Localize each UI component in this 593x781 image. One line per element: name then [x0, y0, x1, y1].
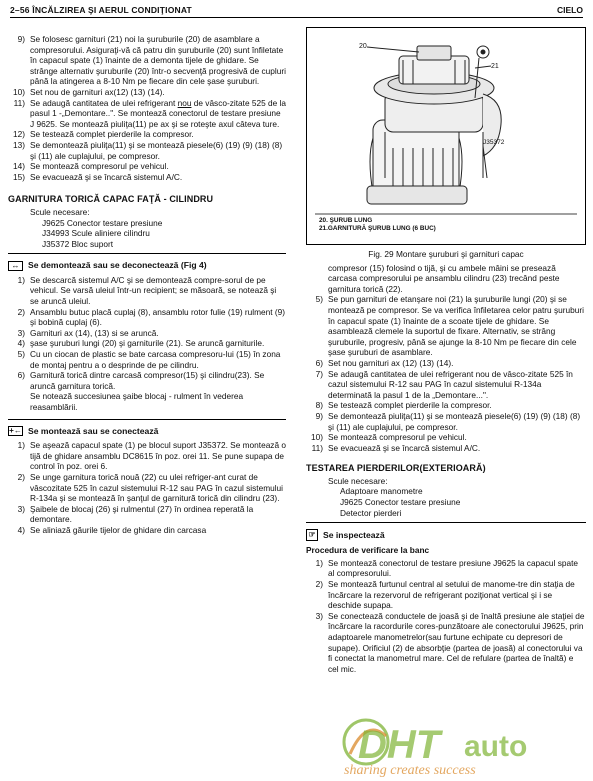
tools-label: Scule necesare: — [328, 475, 388, 486]
tools-label: Scule necesare: — [30, 206, 90, 217]
list-item: 1) Se descarcă sistemul A/C şi se demontează compre-sorul de pe vehicul. Se varsă uleiul într-un recipient; se măsoară, se notează şi se aruncă uleiul. — [17, 274, 277, 307]
list-item: 4) şase şuruburi lungi (20) şi garniturile (21). Se aruncă garniturile. — [17, 338, 265, 349]
callout-20: 20 — [359, 43, 367, 50]
list-item: 10) Se montează compresorul pe vehicul. — [311, 432, 467, 443]
list-item: 7) Se adaugă cantitatea de ulei refrigerant nou de vâsco-zitate 525 în cazul sistemului R-12 sau PAG în cazul sistemului R-134a determinată la pasul 1 de la „Demontare...". — [315, 368, 573, 400]
figure-29 — [306, 27, 586, 245]
right-column — [306, 27, 586, 674]
subsection-remove — [8, 260, 286, 271]
divider — [8, 419, 286, 420]
note-text: Se notează succesiunea şaibe blocaj - rulment în vederea reasamblării. — [30, 391, 244, 412]
tool-item: J9625 Conector testare presiune — [42, 217, 163, 228]
list-item: 1) Se aşează capacul spate (1) pe blocul suport J35372. Se montează o tijă de ghidare ansamblu DC8615 în poz. orei 11. Se pune supapa de control în poz. orei 6. — [17, 440, 286, 472]
divider — [306, 522, 586, 523]
tool-item: J35372 Bloc suport — [42, 238, 114, 249]
compressor-illustration — [307, 28, 585, 244]
procedure-title: Procedura de verificare la banc — [306, 545, 430, 556]
figure-id: J35372 — [483, 139, 505, 146]
subsection-title: Se montează sau se conectează — [28, 425, 159, 436]
figure-caption: Fig. 29 Montare şuruburi şi garnituri capac — [368, 249, 524, 259]
list-item: 10) Set nou de garnituri ax(12) (13) (14). — [13, 86, 165, 97]
list-item: 15) Se evacuează şi se încarcă sistemul A/C. — [13, 171, 183, 182]
remove-arrows-icon: ↔ — [8, 261, 23, 271]
section-title-leak: TESTAREA PIERDERILOR(EXTERIOARĂ) — [306, 463, 486, 474]
divider — [8, 253, 286, 254]
list-item: 9) Se folosesc garnituri (21) noi la şuruburile (20) de asamblare a compresorului. Asiguraţi-vă că patru din şuruburile (20) sunt înfiletate în capacul spate (1) înainte de a demonta tijele de ghidare. Se strânge alternativ şuruburile (20) într-o secvenţă progresivă de cupluri până la atingerea a 8-10 Nm pe fiecare din cele şase şuruburi. — [17, 34, 286, 87]
install-arrows-icon: +← — [9, 425, 22, 435]
tool-item: J34993 Scule aliniere cilindru — [42, 228, 150, 239]
list-item: 14) Se montează compresorul pe vehicul. — [13, 161, 169, 172]
watermark-logo — [322, 712, 590, 778]
list-item: 9) Se demontează piuliţa(11) şi se montează piesele(6) (19) (9) (18) (8) şi (11) ale cuplajului, pe compresor. — [315, 410, 581, 432]
header-model: CIELO — [557, 5, 583, 15]
legend-line: 21.GARNITURĂ ŞURUB LUNG (6 BUC) — [319, 225, 436, 232]
list-item: 5) Se pun garnituri de etanşare noi (21) la şuruburile lungi (20) şi se montează pe compresor. Se va verifica înfiletarea celor patru şuruburi în capacul spate (1) înainte de a scoate tijele de ghidare. Se asamblează clemele la suportul de fixare. Alternativ, se strâng şuruburile, progresiv, până se ajunge la 8-10 Nm pe fiecare din cele şase şuruburi de asamblare. — [315, 294, 584, 358]
list-item: 3) Se conectează conductele de joasă şi de înaltă presiune ale staţiei de încărcare la racordurile cores-punzătoare ale conectorului J9625, prin adaptoarele manometrelor(sau furtune echipate cu depresori de supape). Orificiul (2) de absorbţie (partea de joasă) al conectorului va fi conectat la manometrul mare. Cel de refulare (partea de înaltă) e cel mic. — [315, 610, 585, 674]
list-item: 1) Se montează conectorul de testare presiune J9625 la capacul spate al compresorului. — [315, 557, 578, 579]
subsection-title: Se inspectează — [323, 529, 385, 540]
page-header — [10, 4, 583, 18]
list-item: 5) Cu un ciocan de plastic se bate carcasa compresoru-lui (15) în zona de montaj pentru a o desprinde de pe cilindru. — [17, 349, 281, 370]
list-item: 6) Garnitură torică dintre carcasă compresor(15) şi cilindru(23). Se aruncă garnitura torică. — [17, 370, 265, 391]
list-item: 2) Se montează furtunul central al setului de manome-tre din staţia de încărcare la rezervorul de refrigerant poziţionat vertical şi i se deschide supapa. — [315, 579, 575, 611]
list-item: 6) Set nou garnituri ax (12) (13) (14). — [315, 357, 454, 368]
list-item: 12) Se testează complet pierderile la compresor. — [13, 129, 194, 140]
subsection-inspect — [306, 529, 586, 541]
logo-tagline: sharing creates success — [344, 763, 476, 778]
continued-text: compresor (15) folosind o tijă, şi cu ambele mâini se presează carcasa compresorului pe ansamblu cilindru (23) trecând peste garnitura torică (22). — [328, 262, 560, 294]
list-item: 2) Se unge garnitura torică nouă (22) cu ulei refriger-ant curat de vâscozitate 525 în cazul sistemului R-12 sau PAG în cazul sistemului R-134a şi se montează în şanţul de garnitură torică din cilindru (23). — [17, 471, 284, 504]
list-item: 8) Se testează complet pierderile la compresor. — [315, 400, 492, 411]
left-column — [8, 34, 286, 536]
logo-text-auto: auto — [464, 730, 528, 763]
list-item: 11) Se evacuează şi se încarcă sistemul A/C. — [311, 442, 481, 453]
list-item: 3) Şaibele de blocaj (26) şi rulmentul (27) în ordinea reperată la demontare. — [17, 503, 254, 525]
list-item: 11) Se adaugă cantitatea de ulei refrigerant nou de vâsco-zitate 525 de la pasul 1 -„Demontare..". Se montează conectorul de testare presiune J 9625. Se montează piuliţa(11) pe ax şi se roteşte axul câteva ture. — [13, 97, 287, 129]
section-title-oring: GARNITURA TORICĂ CAPAC FAŢĂ - CILINDRU — [8, 194, 214, 205]
tool-item: Adaptoare manometre — [340, 486, 423, 497]
list-item: 13) Se demontează piuliţa(11) şi se montează piesele(6) (19) (9) (18) (8) şi (11) ale cuplajului, pe compresor. — [13, 139, 283, 161]
legend-line: 20. ŞURUB LUNG — [319, 217, 373, 224]
list-item: 2) Ansamblu butuc placă cuplaj (8), ansamblu rotor fulie (19) rulment (9) şi bobină cuplaj (6). — [17, 306, 286, 328]
subsection-install — [8, 426, 286, 437]
logo-text-dht: DHT — [358, 723, 441, 767]
figure-legend — [319, 217, 436, 233]
inspect-hand-icon: ☞ — [306, 529, 318, 541]
header-chapter: 2–56 ÎNCĂLZIREA ŞI AERUL CONDIŢIONAT — [10, 5, 192, 15]
list-item: 3) Garnituri ax (14), (13) si se aruncă. — [17, 327, 159, 338]
callout-21: 21 — [491, 63, 499, 70]
dht-auto-logo — [322, 712, 590, 778]
list-item: 4) Se aliniază găurile tijelor de ghidare din carcasa — [17, 524, 207, 535]
tool-item: J9625 Conector testare presiune — [340, 497, 461, 508]
tool-item: Detector pierderi — [340, 507, 402, 518]
subsection-title: Se demontează sau se deconectează (Fig 4) — [28, 260, 207, 271]
